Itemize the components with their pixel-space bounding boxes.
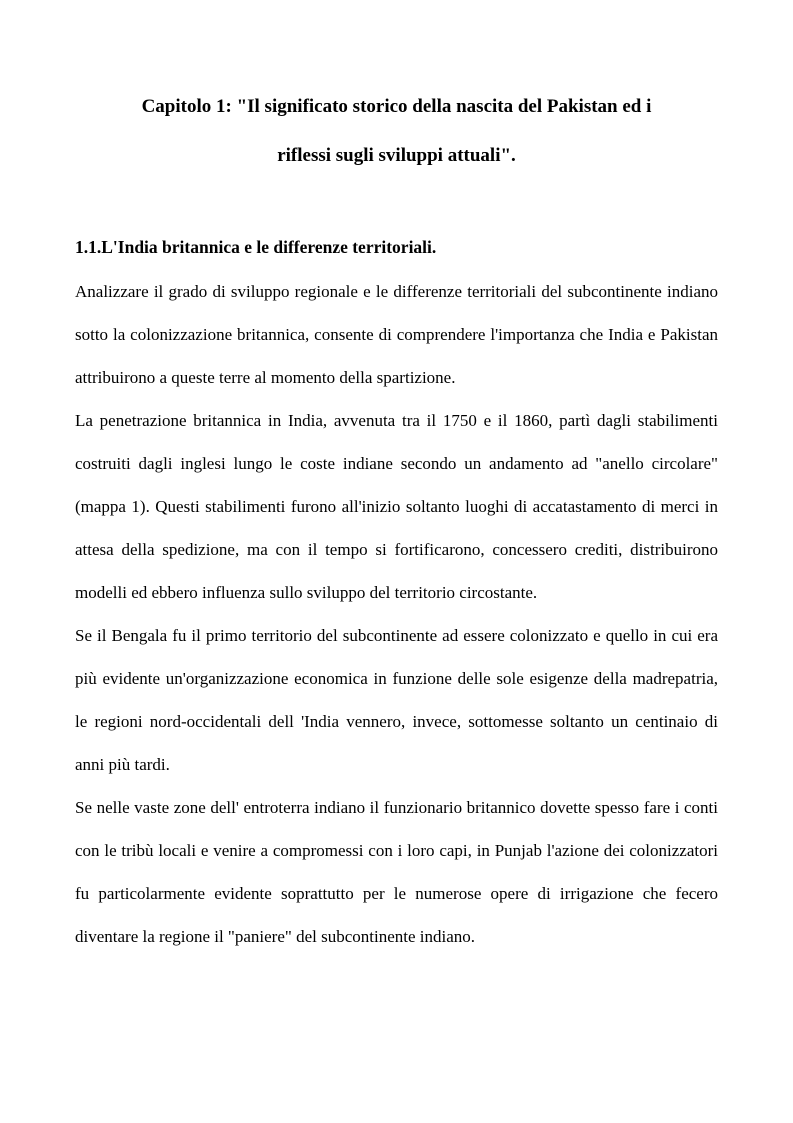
section-heading: 1.1.L'India britannica e le differenze territoriali.: [75, 237, 437, 257]
paragraph: Se il Bengala fu il primo territorio del subcontinente ad essere colonizzato e quello in cui era più evidente un'organizzazione economica in funzione delle sole esigenze della madrepatria, le regioni nord-occidentali dell 'India vennero, invece, sottomesse soltanto un centinaio di anni più tardi.: [75, 626, 718, 774]
paragraph: Analizzare il grado di sviluppo regionale e le differenze territoriali del subcontinente indiano sotto la colonizzazione britannica, consente di comprendere l'importanza che India e Pakistan attribuirono a queste terre al momento della spartizione.: [75, 282, 718, 387]
chapter-title-line-1: Capitolo 1: "Il significato storico della nascita del Pakistan ed i: [141, 96, 652, 117]
paragraph: Se nelle vaste zone dell' entroterra indiano il funzionario britannico dovette spesso fare i conti con le tribù locali e venire a compromessi con i loro capi, in Punjab l'azione dei colonizzatori fu particolarmente evidente soprattutto per le numerose opere di irrigazione che fecero diventare la regione il "paniere" del subcontinente indiano.: [75, 798, 718, 946]
body-text: [75, 270, 718, 958]
paragraph: La penetrazione britannica in India, avvenuta tra il 1750 e il 1860, partì dagli stabilimenti costruiti dagli inglesi lungo le coste indiane secondo un andamento ad "anello circolare" (mappa 1). Questi stabilimenti furono all'inizio soltanto luoghi di accatastamento di merci in attesa della spedizione, ma con il tempo si fortificarono, concessero crediti, distribuirono modelli ed ebbero influenza sullo sviluppo del territorio circostante.: [75, 411, 718, 602]
chapter-title-line-2: riflessi sugli sviluppi attuali".: [277, 145, 516, 166]
